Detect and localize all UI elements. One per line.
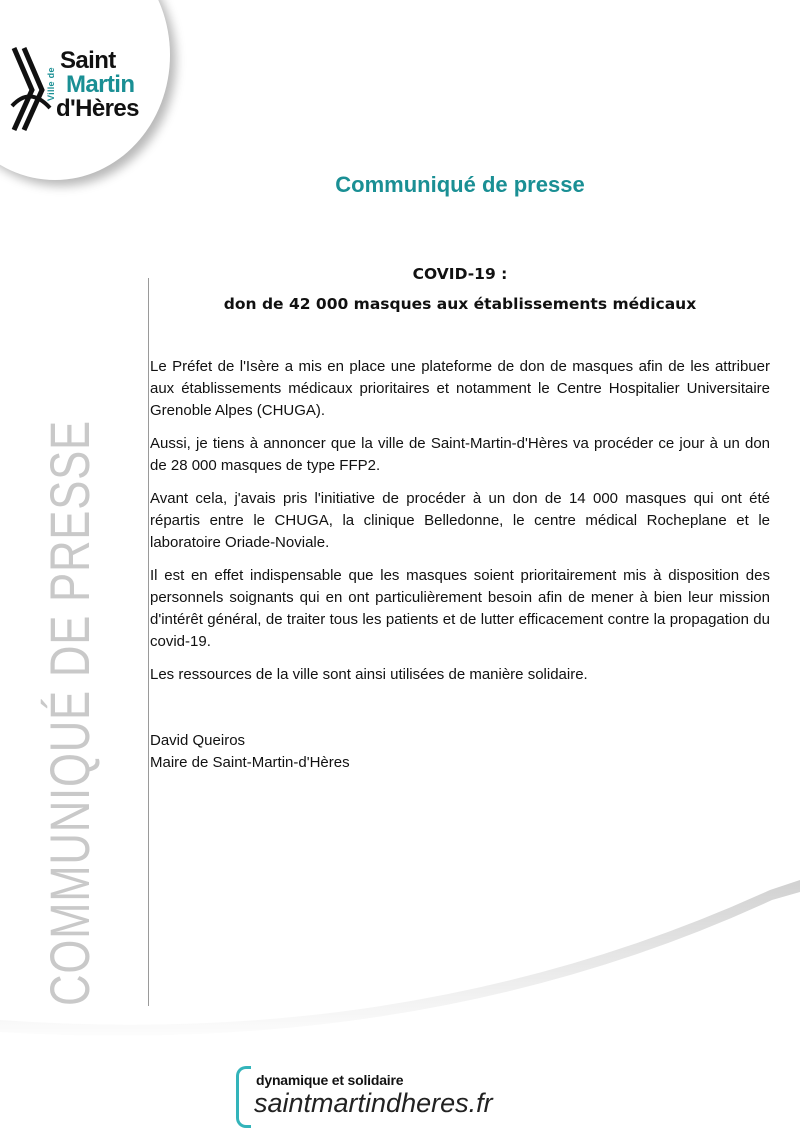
logo-ville-text: Ville de [46,67,56,101]
logo-line-dheres: d'Hères [56,95,139,122]
signature-role: Maire de Saint-Martin-d'Hères [150,754,350,771]
paragraph: Les ressources de la ville sont ainsi utilisées de manière solidaire. [150,666,588,683]
press-release-body [150,356,770,697]
title-line-2: don de 42 000 masques aux établissements médicaux [223,295,697,313]
city-logo [10,42,150,142]
footer-tagline: dynamique et solidaire [256,1072,404,1088]
title-line-1: COVID-19 : [412,265,508,283]
logo-line-martin: Martin [66,71,135,98]
logo-line-saint: Saint [60,47,116,74]
paragraph: Avant cela, j'avais pris l'initiative de procéder à un don de 14 000 masques qui ont été répartis entre le CHUGA, la clinique Belledonne, le centre médical Rocheplane et le laboratoire Oriade-Noviale. [150,490,770,551]
press-release-title [150,265,770,313]
footer [236,1064,566,1130]
paragraph: Le Préfet de l'Isère a mis en place une plateforme de don de masques afin de les attribuer aux établissements médicaux prioritaires et notamment le Centre Hospitalier Universitaire Grenoble Alpes (CHUGA). [150,358,770,419]
footer-bracket-icon [236,1066,251,1128]
side-watermark-text: COMMUNIQUÉ DE PRESSE [38,420,101,1006]
page-heading: Communiqué de presse [335,172,585,197]
footer-website: saintmartindheres.fr [254,1088,493,1118]
paragraph: Il est en effet indispensable que les masques soient prioritairement mis à disposition des personnels soignants qui en ont particulièrement besoin afin de mener à bien leur mission d'intérêt général, de traiter tous les patients et de lutter efficacement contre la propagation du covid-19. [150,567,770,650]
signature-name: David Queiros [150,732,246,749]
signature-block [150,730,350,774]
paragraph: Aussi, je tiens à annoncer que la ville de Saint-Martin-d'Hères va procéder ce jour à un don de 28 000 masques de type FFP2. [150,435,770,474]
